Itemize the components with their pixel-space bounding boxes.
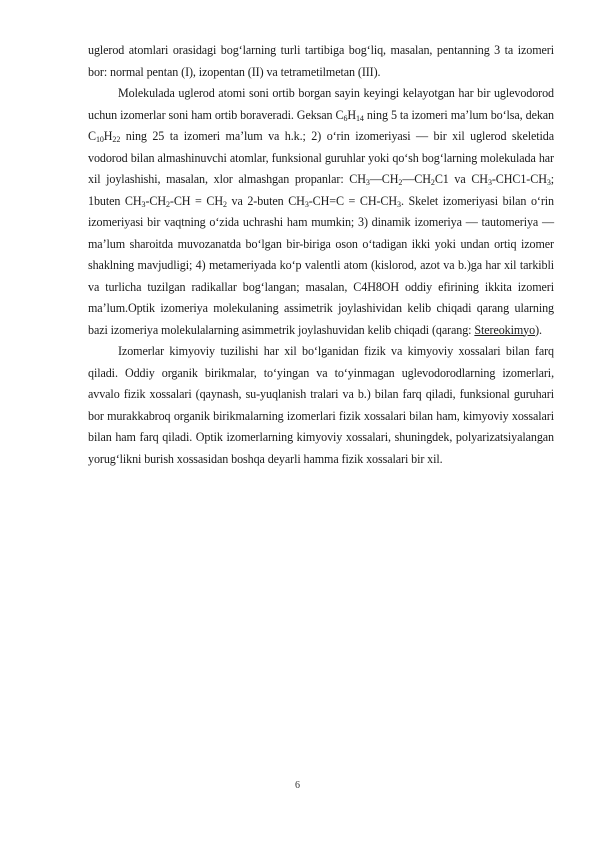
stereokimyo-link[interactable]: Stereokimyo [474, 322, 536, 337]
document-body [88, 40, 554, 470]
paragraph-isomer-properties: Izomerlar kimyoviy tuzilishi har xil boʻlganidan fizik va kimyoviy xossalari bilan farq qiladi. Oddiy organik birikmalar, toʻyingan va toʻyinmagan uglevodorodlarning izomerlari, avvalo fizik xossalari (qaynash, su-yuqlanish tralari va b.) bilan farq qiladi, funksional guruhari bor murakkabroq organik birikmalarning izomerlari fizik xossalari bilan ham, kimyoviy xossalari bilan ham farq qiladi. Optik izomerlarning kimyoviy xossalari, shuningdek, polyarizatsiyalangan yorugʻlikni burish xossasidan boshqa deyarli hamma fizik xossalari bir xil. [88, 344, 554, 466]
paragraph-isomers-pentane: uglerod atomlari orasidagi bogʻlarning turli tartibiga bogʻliq, masalan, pentanning 3 ta izomeri bor: normal pentan (I), izopentan (II) va tetrametilmetan (III). [88, 43, 554, 79]
page-number: 6 [295, 780, 300, 791]
paragraph-isomer-types: Molekulada uglerod atomi soni ortib borgan sayin keyingi kelayotgan har bir uglevodorod uchun izomerlar soni ham ortib boraveradi. Geksan $C_6H_{14}$ ning 5 ta izomeri maʼlum boʻlsa, dekan $C_{10}H_{22}$ ning 25 ta izomeri maʼlum va h.k.; 2) oʻrin izomeriyasi — bir xil uglerod skeletida vodorod bilan almashinuvchi atomlar, funksional guruhlar yoki qoʻsh bogʻlarning molekulada har xil joylashishi, masalan, xlor almashgan propanlar: $CH_3—CH_2—CH_2C1$ va $CH_3-CHC1-CH_3$; 1buten $CH_3-CH_2-CH = CH_2$ va 2-buten $CH_3-CH=C = CH-CH_3$. Skelet izomeriyasi bilan oʻrin izomeriyasi bir vaqtning oʻzida uchrashi ham mumkin; 3) dinamik izomeriya — tautomeriya — maʼlum sharoitda muvozanatda boʻlgan bir-biriga oson oʻtadigan ikki yoki undan ortiq izomer shaklning mavjudligi; 4) metameriyada koʻp valentli atom (kislorod, azot va b.)ga har xil tarkibli va turlicha tuzilgan radikallar bogʻlangan; masalan, C4H8OH oddiy efirining ikkita izomeri maʼlum.Optik izomeriya molekulaning assimetrik joylashividan kelib chiqadi qarang ularning bazi izomeriya molekulalarning asimmetrik joylashuvidan kelib chiqadi (qarang: Stereokimyo). [88, 86, 554, 337]
